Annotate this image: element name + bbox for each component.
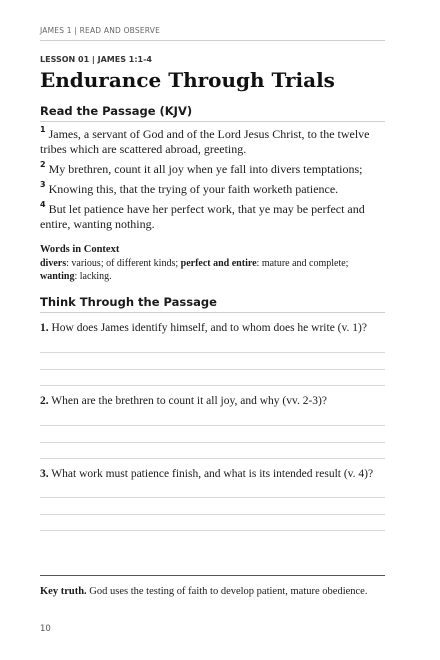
answer-line[interactable] <box>40 369 385 370</box>
think-through-heading: Think Through the Passage <box>40 295 217 309</box>
key-truth-text: God uses the testing of faith to develop patient, mature obedience. <box>86 586 368 597</box>
header-divider <box>40 40 385 41</box>
lesson-title: Endurance Through Trials <box>40 68 335 92</box>
glossary-text <box>40 257 385 283</box>
answer-line[interactable] <box>40 385 385 386</box>
answer-line[interactable] <box>40 425 385 426</box>
question-number: 3. <box>40 468 49 480</box>
workbook-page <box>40 0 385 660</box>
question-1 <box>40 321 385 335</box>
read-passage-heading: Read the Passage (KJV) <box>40 104 193 118</box>
scripture-passage <box>40 127 385 237</box>
verse-text: But let patience have her perfect work, that ye may be perfect and entire, wanting nothing. <box>40 202 365 231</box>
verse-number: 2 <box>40 160 46 169</box>
answer-line[interactable] <box>40 458 385 459</box>
think-heading-divider <box>40 312 385 313</box>
verse-number: 1 <box>40 125 46 134</box>
glossary-definition: : various; of different kinds; <box>66 258 181 269</box>
lesson-label: LESSON 01 | JAMES 1:1-4 <box>40 55 152 64</box>
answer-line[interactable] <box>40 530 385 531</box>
answer-line[interactable] <box>40 442 385 443</box>
key-truth-divider <box>40 575 385 576</box>
glossary-definition: : lacking. <box>74 271 112 282</box>
glossary-term: divers <box>40 258 67 269</box>
verse-text: Knowing this, that the trying of your faith worketh patience. <box>45 182 339 196</box>
question-text: What work must patience finish, and what is its intended result (v. 4)? <box>48 468 374 480</box>
key-truth-label: Key truth. <box>40 586 87 597</box>
question-text: How does James identify himself, and to whom does he write (v. 1)? <box>48 322 367 334</box>
question-text: When are the brethren to count it all joy, and why (vv. 2-3)? <box>48 395 327 407</box>
read-heading-divider <box>40 121 385 122</box>
verse-text: James, a servant of God and of the Lord Jesus Christ, to the twelve tribes which are scattered abroad, greeting. <box>40 127 370 156</box>
key-truth <box>40 585 385 598</box>
glossary-definition: : mature and complete; <box>256 258 349 269</box>
verse-2 <box>40 162 385 177</box>
answer-line[interactable] <box>40 514 385 515</box>
verse-number: 4 <box>40 200 46 209</box>
words-in-context-title: Words in Context <box>40 244 120 255</box>
glossary-term: wanting <box>40 271 75 282</box>
page-number: 10 <box>40 624 51 634</box>
verse-3 <box>40 182 385 197</box>
question-number: 1. <box>40 322 49 334</box>
verse-1 <box>40 127 385 157</box>
verse-number: 3 <box>40 180 46 189</box>
answer-line[interactable] <box>40 352 385 353</box>
glossary-term: perfect and entire <box>180 258 257 269</box>
verse-4 <box>40 202 385 232</box>
verse-text: My brethren, count it all joy when ye fall into divers temptations; <box>45 162 363 176</box>
running-head: JAMES 1 | READ AND OBSERVE <box>40 26 161 35</box>
words-in-context <box>40 243 385 283</box>
answer-line[interactable] <box>40 497 385 498</box>
question-3 <box>40 467 385 481</box>
question-number: 2. <box>40 395 49 407</box>
question-2 <box>40 394 385 408</box>
